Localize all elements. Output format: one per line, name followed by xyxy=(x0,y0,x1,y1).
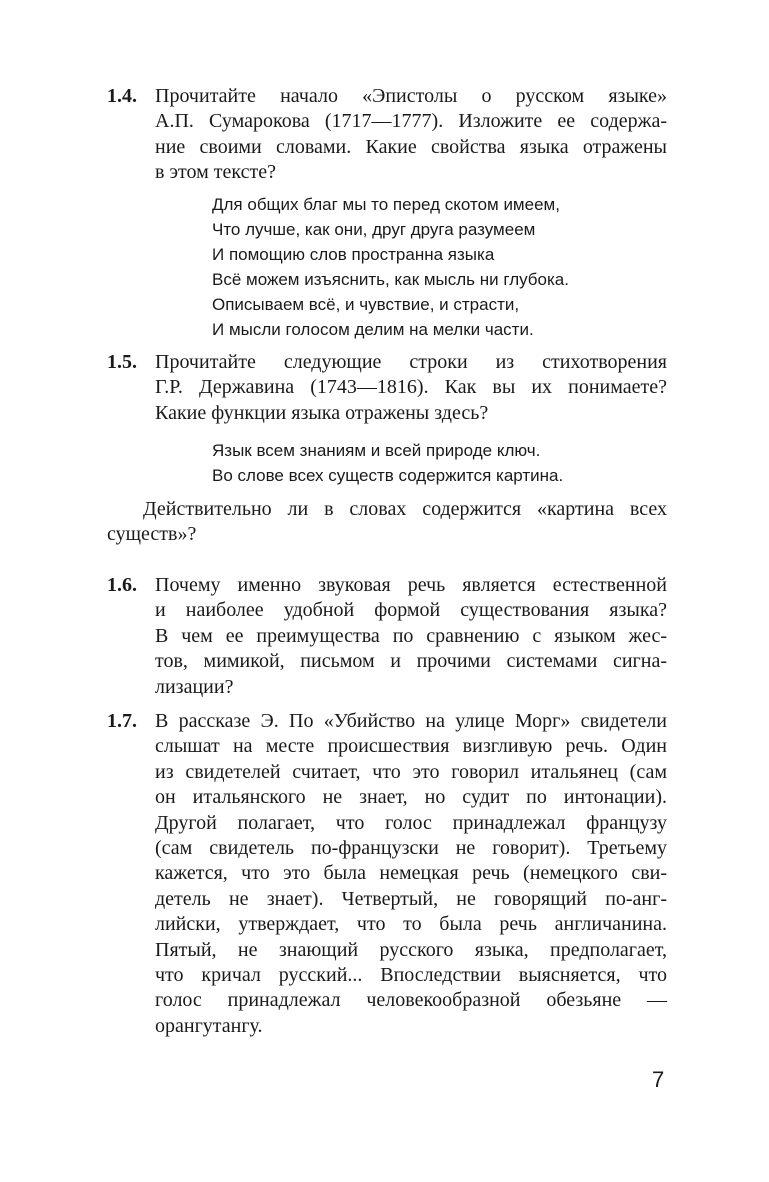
text-line: тов, мимикой, письмом и прочими системами сигна- xyxy=(155,650,667,673)
poem-line: Во слове всех существ содержится картина. xyxy=(212,466,564,485)
text-line: Пятый, не знающий русского языка, предполагает, xyxy=(155,938,667,961)
text-line: Прочитайте начало «Эпистолы о русском языке» xyxy=(155,85,667,107)
exercise-number: 1.4. xyxy=(107,85,137,107)
text-line: Действительно ли в словах содержится «картина всех xyxy=(143,498,667,520)
text-line: голос принадлежал человекообразной обезьяне — xyxy=(155,989,667,1012)
text-line: А.П. Сумарокова (1717—1777). Изложите ее содержа- xyxy=(155,110,667,133)
text-line: Почему именно звуковая речь является естественной xyxy=(155,574,667,596)
text-line: слышат на месте происшествия визгливую речь. Один xyxy=(155,735,667,758)
poem-line: И помощию слов пространна языка xyxy=(212,245,495,264)
poem-line: Описываем всё, и чувствие, и страсти, xyxy=(212,295,520,314)
poem-line: Язык всем знаниям и всей природе ключ. xyxy=(212,441,541,460)
text-line: (сам свидетель по-французски не говорит). Третьему xyxy=(155,837,667,860)
text-line: лийски, утверждает, что то была речь англичанина. xyxy=(155,913,667,936)
poem-line: Всё можем изъяснить, как мысль ни глубока. xyxy=(212,270,569,289)
text-line: и наиболее удобной формой существования языка? xyxy=(155,599,667,622)
text-line: что кричал русский... Впоследствии выясняется, что xyxy=(155,964,667,987)
exercise-number: 1.7. xyxy=(107,710,137,732)
text-line: в этом тексте? xyxy=(155,161,276,184)
poem-quote xyxy=(212,438,563,488)
page-number: 7 xyxy=(652,1067,665,1092)
poem-line: Что лучше, как они, друг друга разумеем xyxy=(212,220,536,239)
text-line: Прочитайте следующие строки из стихотворения xyxy=(155,351,667,373)
text-line: Другой полагает, что голос принадлежал французу xyxy=(155,811,667,834)
text-line: из свидетелей считает, что это говорил итальянец (сам xyxy=(155,760,667,783)
exercise-text xyxy=(155,84,667,186)
text-line: В чем ее преимущества по сравнению с языком жес- xyxy=(155,624,667,647)
exercise-text xyxy=(155,709,667,1039)
followup-question xyxy=(107,497,667,548)
text-line: В рассказе Э. По «Убийство на улице Морг» свидетели xyxy=(155,710,667,732)
text-line: кажется, что это была немецкая речь (немецкого сви- xyxy=(155,862,667,885)
exercise-number: 1.5. xyxy=(107,351,137,373)
exercise-text xyxy=(155,573,667,700)
text-line: лизации? xyxy=(155,675,234,698)
exercise-text xyxy=(155,350,667,426)
text-line: ние своими словами. Какие свойства языка отражены xyxy=(155,135,667,158)
text-line: Г.Р. Державина (1743—1816). Как вы их понимаете? xyxy=(155,376,667,399)
text-line: Какие функции языка отражены здесь? xyxy=(155,401,489,424)
exercise-number: 1.6. xyxy=(107,574,137,596)
text-line: детель не знает). Четвертый, не говорящий по-анг- xyxy=(155,887,667,910)
poem-line: И мысли голосом делим на мелки части. xyxy=(212,320,534,339)
text-line: орангутангу. xyxy=(155,1014,263,1037)
text-line: существ»? xyxy=(107,523,197,546)
text-line: он итальянского не знает, но судит по интонации). xyxy=(155,786,667,809)
poem-quote xyxy=(212,192,569,342)
poem-line: Для общих благ мы то перед скотом имеем, xyxy=(212,195,560,214)
